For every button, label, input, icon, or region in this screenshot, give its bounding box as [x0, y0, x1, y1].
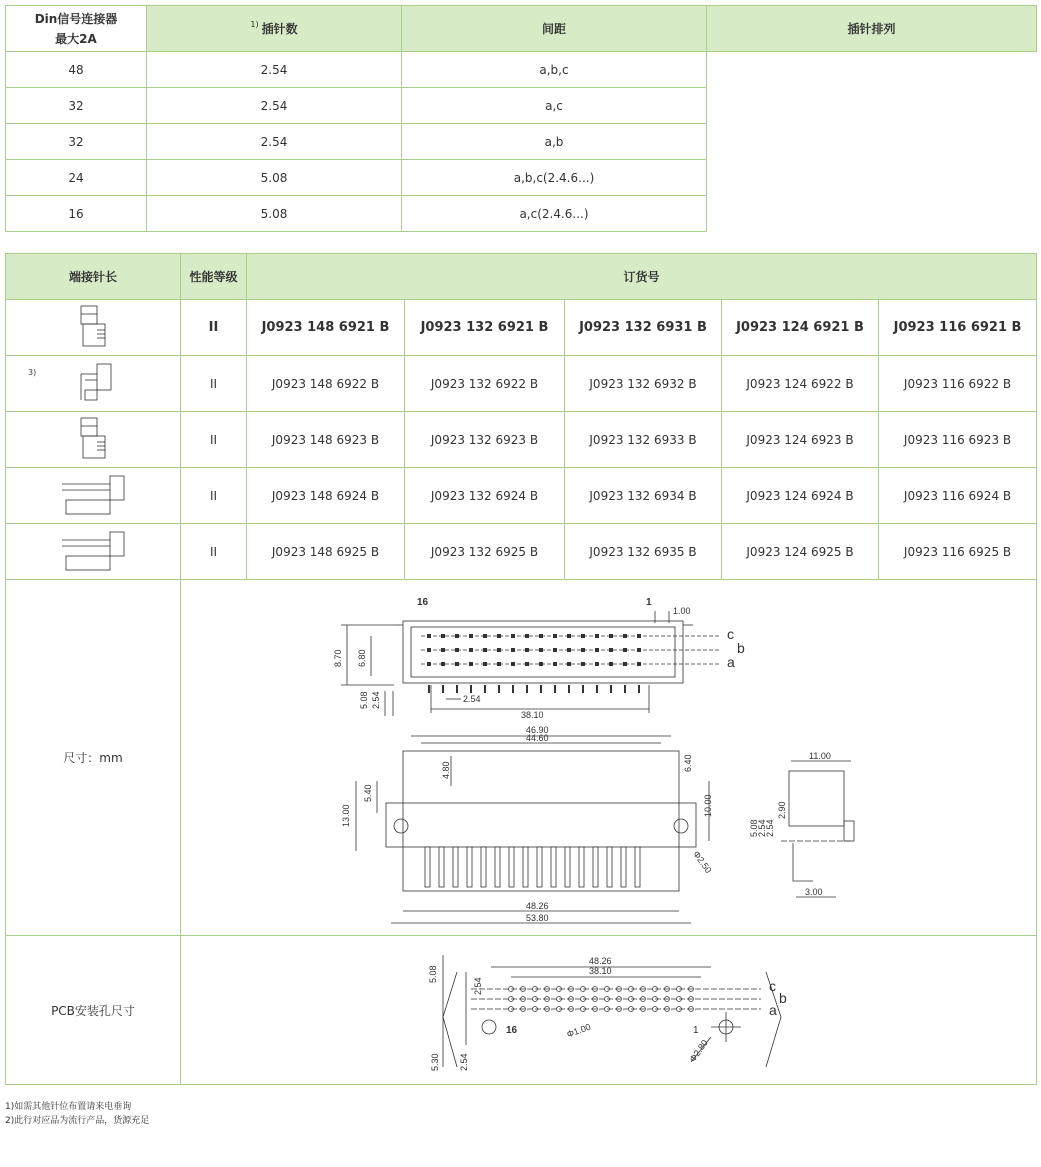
front-pin	[469, 648, 473, 652]
top-pin	[467, 847, 472, 887]
front-pin	[455, 634, 459, 638]
spec-pitch: 5.08	[147, 160, 402, 196]
order-table	[5, 253, 1037, 1085]
spec-row	[6, 124, 1037, 160]
top-pin	[635, 847, 640, 887]
order-code: J0923 132 6931 B	[565, 300, 722, 356]
spec-row	[6, 88, 1037, 124]
pcb-dim-3810: 38.10	[589, 965, 612, 976]
front-pin	[623, 634, 627, 638]
pcb-label: PCB安装孔尺寸	[6, 936, 181, 1085]
front-pin	[455, 648, 459, 652]
order-code: J0923 124 6921 B	[722, 300, 879, 356]
order-code: J0923 148 6922 B	[247, 356, 405, 412]
front-pin	[539, 634, 543, 638]
spec-pins: 48	[6, 52, 147, 88]
front-pin	[623, 648, 627, 652]
top-pin	[565, 847, 570, 887]
order-code: J0923 132 6933 B	[565, 412, 722, 468]
row-label-c: c	[727, 625, 734, 642]
front-pin	[637, 648, 641, 652]
front-pin-leg	[484, 685, 486, 693]
order-code: J0923 116 6924 B	[879, 468, 1037, 524]
pcb-dim-254b: 2.54	[459, 1052, 469, 1071]
front-pin-leg	[568, 685, 570, 693]
front-pin-leg	[610, 685, 612, 693]
pin-length-cell	[6, 524, 181, 580]
header-order-no: 订货号	[247, 254, 1037, 300]
front-pin-leg	[540, 685, 542, 693]
front-pin	[483, 634, 487, 638]
front-pin	[567, 648, 571, 652]
front-pin	[525, 662, 529, 666]
top-pin	[481, 847, 486, 887]
order-code: J0923 148 6921 B	[247, 300, 405, 356]
order-code: J0923 116 6921 B	[879, 300, 1037, 356]
front-pin	[623, 662, 627, 666]
order-code: J0923 124 6923 B	[722, 412, 879, 468]
front-dim-870: 8.70	[333, 648, 343, 667]
spec-arrangement: a,c	[402, 88, 707, 124]
front-pin	[595, 648, 599, 652]
front-span: 38.10	[521, 709, 544, 720]
front-pin	[427, 634, 431, 638]
front-dim-100: 1.00	[673, 605, 691, 616]
order-code: J0923 132 6923 B	[405, 412, 565, 468]
front-pin	[637, 634, 641, 638]
order-code: J0923 116 6923 B	[879, 412, 1037, 468]
pcb-dim-530: 5.30	[430, 1052, 440, 1071]
spec-pitch: 2.54	[147, 124, 402, 160]
front-pin	[441, 648, 445, 652]
top-pin	[439, 847, 444, 887]
pin-length-cell	[6, 356, 181, 412]
front-pin	[581, 634, 585, 638]
spec-pins: 32	[6, 124, 147, 160]
order-code: J0923 148 6924 B	[247, 468, 405, 524]
front-pin	[427, 662, 431, 666]
front-pitch: 2.54	[463, 693, 481, 704]
top-dim-4690: 46.90	[526, 724, 549, 735]
connector-name: Din信号连接器	[34, 11, 118, 26]
pin-length-icon	[58, 505, 128, 519]
footnote-1: 1)如需其他针位布置请来电垂询	[5, 1102, 132, 1112]
spec-arrangement: a,b,c	[402, 52, 707, 88]
pcb-pin16: 16	[506, 1024, 518, 1036]
top-dim-4460: 44.60	[526, 732, 549, 743]
dimension-drawing	[181, 581, 1036, 935]
pcb-dim-508: 5.08	[428, 964, 438, 983]
header-pitch: 间距	[402, 6, 707, 52]
pin-length-cell	[6, 300, 181, 356]
side-dim-254b: 2.54	[765, 818, 775, 837]
front-pin-leg	[498, 685, 500, 693]
order-row	[6, 524, 1037, 580]
order-code: J0923 124 6925 B	[722, 524, 879, 580]
side-dim-1100: 11.00	[809, 750, 831, 761]
footnote-2: 2)此行对应品为流行产品，货源充足	[5, 1116, 150, 1126]
order-code: J0923 148 6925 B	[247, 524, 405, 580]
spec-table	[5, 5, 1037, 232]
spec-arrangement: a,c(2.4.6...)	[402, 196, 707, 232]
order-code: J0923 132 6935 B	[565, 524, 722, 580]
spec-pitch: 2.54	[147, 52, 402, 88]
pcb-row-c: c	[769, 977, 776, 994]
pin-length-cell	[6, 468, 181, 524]
front-pin	[511, 662, 515, 666]
front-pin	[595, 662, 599, 666]
front-pin	[455, 662, 459, 666]
order-row	[6, 356, 1037, 412]
order-row	[6, 468, 1037, 524]
front-dim-680: 6.80	[357, 648, 367, 667]
pin-length-icon	[73, 337, 113, 351]
top-pin	[607, 847, 612, 887]
front-pin	[441, 662, 445, 666]
grade: II	[181, 412, 247, 468]
top-pin	[495, 847, 500, 887]
order-code: J0923 132 6925 B	[405, 524, 565, 580]
top-dim-480: 4.80	[441, 760, 451, 779]
grade: II	[181, 300, 247, 356]
top-pin	[537, 847, 542, 887]
top-dim-250: Φ2.50	[691, 848, 714, 875]
top-pin	[453, 847, 458, 887]
pcb-dim-100: Φ1.00	[565, 1021, 593, 1039]
pcb-dim-254: 2.54	[473, 976, 483, 995]
top-dim-1000: 10.00	[703, 793, 713, 817]
top-pin	[551, 847, 556, 887]
front-pin	[497, 634, 501, 638]
spec-pitch: 2.54	[147, 88, 402, 124]
front-pin	[637, 662, 641, 666]
front-pin	[483, 662, 487, 666]
spec-pins: 32	[6, 88, 147, 124]
order-code: J0923 132 6922 B	[405, 356, 565, 412]
top-dim-5380: 53.80	[526, 912, 549, 923]
front-pin	[525, 648, 529, 652]
grade: II	[181, 524, 247, 580]
pin-length-icon	[73, 393, 113, 407]
front-pin	[469, 634, 473, 638]
front-pin-leg	[456, 685, 458, 693]
front-pin	[609, 648, 613, 652]
grade: II	[181, 356, 247, 412]
side-dim-254a: 2.54	[757, 818, 767, 837]
spec-pins: 16	[6, 196, 147, 232]
header-arrangement: 插针排列	[707, 6, 1037, 52]
pcb-row-a: a	[769, 1001, 777, 1018]
row-label-a: a	[727, 653, 735, 670]
front-dim-508: 5.08	[359, 690, 369, 709]
front-pin16: 16	[417, 596, 429, 608]
front-pin	[497, 662, 501, 666]
front-pin	[427, 648, 431, 652]
order-code: J0923 124 6922 B	[722, 356, 879, 412]
pcb-dim-4826: 48.26	[589, 955, 612, 966]
top-dim-1300: 13.00	[341, 803, 351, 827]
spec-arrangement: a,b,c(2.4.6...)	[402, 160, 707, 196]
front-pin-leg	[624, 685, 626, 693]
spec-pitch: 5.08	[147, 196, 402, 232]
top-pin	[523, 847, 528, 887]
order-code: J0923 116 6922 B	[879, 356, 1037, 412]
front-pin-leg	[638, 685, 640, 693]
top-dim-540: 5.40	[363, 783, 373, 802]
spec-row	[6, 196, 1037, 232]
order-code: J0923 148 6923 B	[247, 412, 405, 468]
pcb-row-b: b	[779, 989, 787, 1006]
front-pin	[511, 648, 515, 652]
top-dim-4826: 48.26	[526, 900, 549, 911]
side-dim-508: 5.08	[749, 818, 759, 837]
pcb-dim-280: Φ2.80	[687, 1037, 710, 1064]
front-pin	[497, 648, 501, 652]
order-row	[6, 300, 1037, 356]
front-dim-254: 2.54	[371, 690, 381, 709]
order-code: J0923 132 6921 B	[405, 300, 565, 356]
grade: II	[181, 468, 247, 524]
front-pin	[539, 648, 543, 652]
front-pin	[609, 662, 613, 666]
dimension-drawing-cell	[181, 580, 1037, 936]
front-pin-leg	[512, 685, 514, 693]
front-pin	[553, 634, 557, 638]
connector-rating: 最大2A	[55, 31, 97, 46]
top-pin	[579, 847, 584, 887]
pcb-drawing-cell	[181, 936, 1037, 1085]
front-pin	[441, 634, 445, 638]
front-pin-leg	[428, 685, 430, 693]
order-code: J0923 132 6924 B	[405, 468, 565, 524]
top-pin	[509, 847, 514, 887]
front-pin	[581, 662, 585, 666]
row-note: 3)	[28, 368, 37, 377]
pin-length-icon	[73, 449, 113, 463]
front-pin	[553, 648, 557, 652]
spec-row	[6, 160, 1037, 196]
spec-row	[6, 52, 1037, 88]
front-pin	[553, 662, 557, 666]
order-code: J0923 116 6925 B	[879, 524, 1037, 580]
side-dim-300: 3.00	[805, 886, 823, 897]
row-label-b: b	[737, 639, 745, 656]
spec-pins: 24	[6, 160, 147, 196]
top-pin	[593, 847, 598, 887]
pin-length-icon	[58, 561, 128, 575]
connector-label	[6, 6, 147, 52]
pcb-drawing	[181, 937, 1036, 1084]
front-pin	[567, 634, 571, 638]
front-pin	[609, 634, 613, 638]
dimension-label: 尺寸：mm	[6, 580, 181, 936]
spec-arrangement: a,b	[402, 124, 707, 160]
order-code: J0923 132 6932 B	[565, 356, 722, 412]
front-pin	[567, 662, 571, 666]
front-pin1: 1	[646, 596, 652, 608]
header-grade: 性能等级	[181, 254, 247, 300]
front-pin-leg	[526, 685, 528, 693]
top-pin	[425, 847, 430, 887]
top-dim-640: 6.40	[683, 753, 693, 772]
order-row	[6, 412, 1037, 468]
front-pin	[581, 648, 585, 652]
front-pin	[483, 648, 487, 652]
front-pin	[595, 634, 599, 638]
front-pin	[539, 662, 543, 666]
front-pin	[525, 634, 529, 638]
front-pin-leg	[442, 685, 444, 693]
header-pins: $^{1)}$ 插针数	[147, 6, 402, 52]
front-pin-leg	[470, 685, 472, 693]
front-pin-leg	[554, 685, 556, 693]
front-pin	[511, 634, 515, 638]
front-pin	[469, 662, 473, 666]
pin-length-cell	[6, 412, 181, 468]
order-code: J0923 132 6934 B	[565, 468, 722, 524]
front-pin-leg	[596, 685, 598, 693]
front-pin-leg	[582, 685, 584, 693]
order-code: J0923 124 6924 B	[722, 468, 879, 524]
side-dim-290: 2.90	[777, 800, 787, 819]
pcb-pin1: 1	[693, 1024, 699, 1036]
top-pin	[621, 847, 626, 887]
header-pin-length: 端接针长	[6, 254, 181, 300]
